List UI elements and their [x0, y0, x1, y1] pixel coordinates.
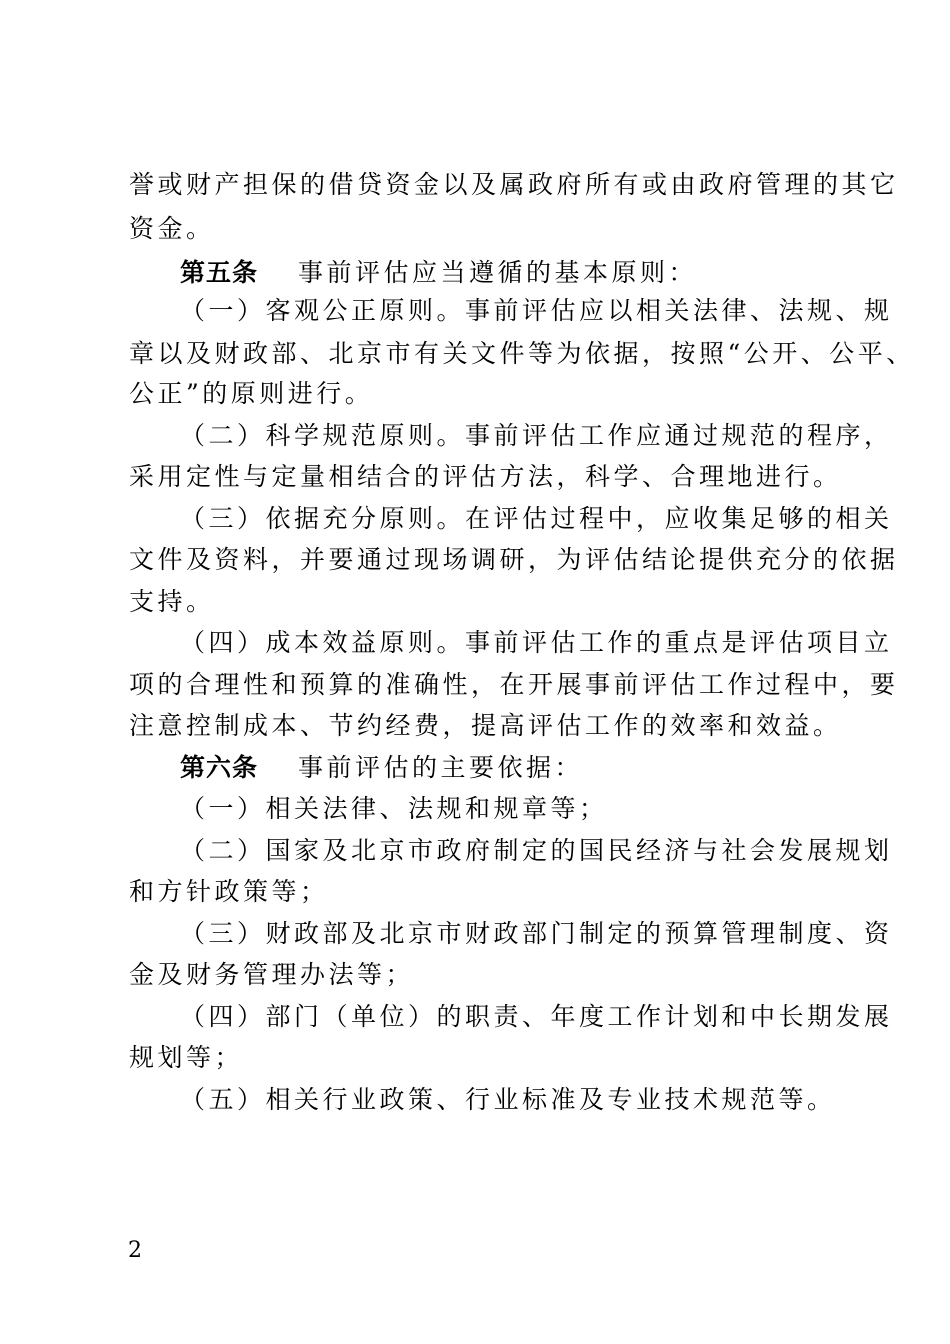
- body-line: 誉或财产担保的借贷资金以及属政府所有或由政府管理的其它: [129, 170, 899, 199]
- body-line: 项的合理性和预算的准确性，在开展事前评估工作过程中，要: [129, 670, 899, 699]
- body-line: 公正”的原则进行。: [129, 379, 374, 408]
- page-number: 2: [128, 1238, 142, 1263]
- article-text: 事前评估的主要依据：: [298, 753, 584, 782]
- article-label: 第五条: [180, 258, 259, 287]
- body-line: 采用定性与定量相结合的评估方法，科学、合理地进行。: [129, 462, 842, 491]
- body-line: 金及财务管理办法等；: [129, 960, 415, 989]
- body-line: 章以及财政部、北京市有关文件等为依据，按照“公开、公平、: [129, 339, 915, 368]
- body-line: 和方针政策等；: [129, 877, 329, 906]
- article-6: [180, 753, 583, 783]
- body-line: （五）相关行业政策、行业标准及专业技术规范等。: [180, 1085, 836, 1114]
- body-line: （三）财政部及北京市财政部门制定的预算管理制度、资: [180, 919, 893, 948]
- body-line: 文件及资料，并要通过现场调研，为评估结论提供充分的依据: [129, 545, 899, 574]
- article-label: 第六条: [180, 753, 259, 782]
- article-5: [180, 258, 697, 288]
- body-line: 支持。: [129, 587, 215, 616]
- body-line: 资金。: [129, 214, 215, 243]
- body-line: （三）依据充分原则。在评估过程中，应收集足够的相关: [180, 504, 893, 533]
- body-line: （二）国家及北京市政府制定的国民经济与社会发展规划: [180, 836, 893, 865]
- article-text: 事前评估应当遵循的基本原则：: [298, 258, 698, 287]
- body-line: （一）相关法律、法规和规章等；: [180, 794, 608, 823]
- body-line: （四）部门（单位）的职责、年度工作计划和中长期发展: [180, 1002, 893, 1031]
- body-line: 规划等；: [129, 1043, 244, 1072]
- body-line: （四）成本效益原则。事前评估工作的重点是评估项目立: [180, 628, 893, 657]
- body-line: 注意控制成本、节约经费，提高评估工作的效率和效益。: [129, 711, 842, 740]
- body-line: （二）科学规范原则。事前评估工作应通过规范的程序，: [180, 421, 893, 450]
- body-line: （一）客观公正原则。事前评估应以相关法律、法规、规: [180, 296, 893, 325]
